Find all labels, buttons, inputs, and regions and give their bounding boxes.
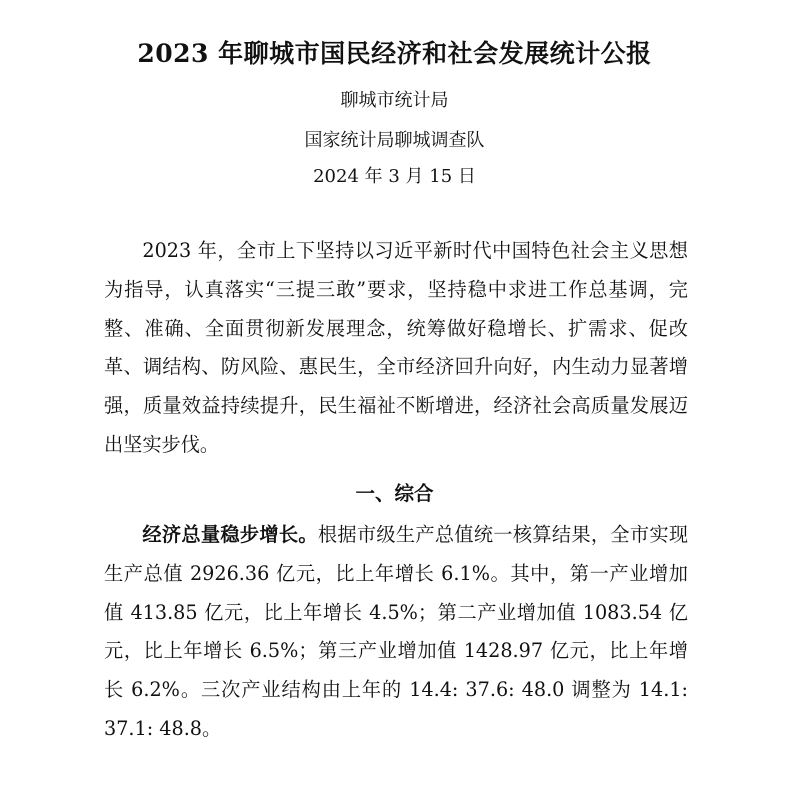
section-heading-general: 一、综合 (355, 482, 434, 505)
publish-date: 2024 年 3 月 15 日 (313, 166, 476, 187)
page-title: 2023 年聊城市国民经济和社会发展统计公报 (137, 39, 652, 68)
economy-paragraph (104, 516, 688, 749)
economy-body-text: 根据市级生产总值统一核算结果，全市实现生产总值 2926.36 亿元，比上年增长 6.1%。其中，第一产业增加值 413.85 亿元，比上年增长 4.5%；第二产业增加值 1083.54 亿元，比上年增长 6.5%；第三产业增加值 1428.97 亿元，比上年增长 6.2%。三次产业结构由上年的 14.4: 37.6: 48.0 调整为 14.1: 37.1: 48.8。 (104, 523, 689, 740)
economy-lead-sentence: 经济总量稳步增长。 (142, 523, 318, 546)
issuer-survey-team: 国家统计局聊城调查队 (304, 130, 485, 151)
intro-paragraph: 2023 年，全市上下坚持以习近平新时代中国特色社会主义思想为指导，认真落实“三提三敢”要求，坚持稳中求进工作总基调，完整、准确、全面贯彻新发展理念，统筹做好稳增长、扩需求、促改革、调结构、防风险、惠民生，全市经济回升向好，内生动力显著增强，质量效益持续提升，民生福祉不断增进，经济社会高质量发展迈出坚实步伐。 (104, 239, 688, 456)
issuer-statistics-bureau: 聊城市统计局 (340, 90, 449, 111)
